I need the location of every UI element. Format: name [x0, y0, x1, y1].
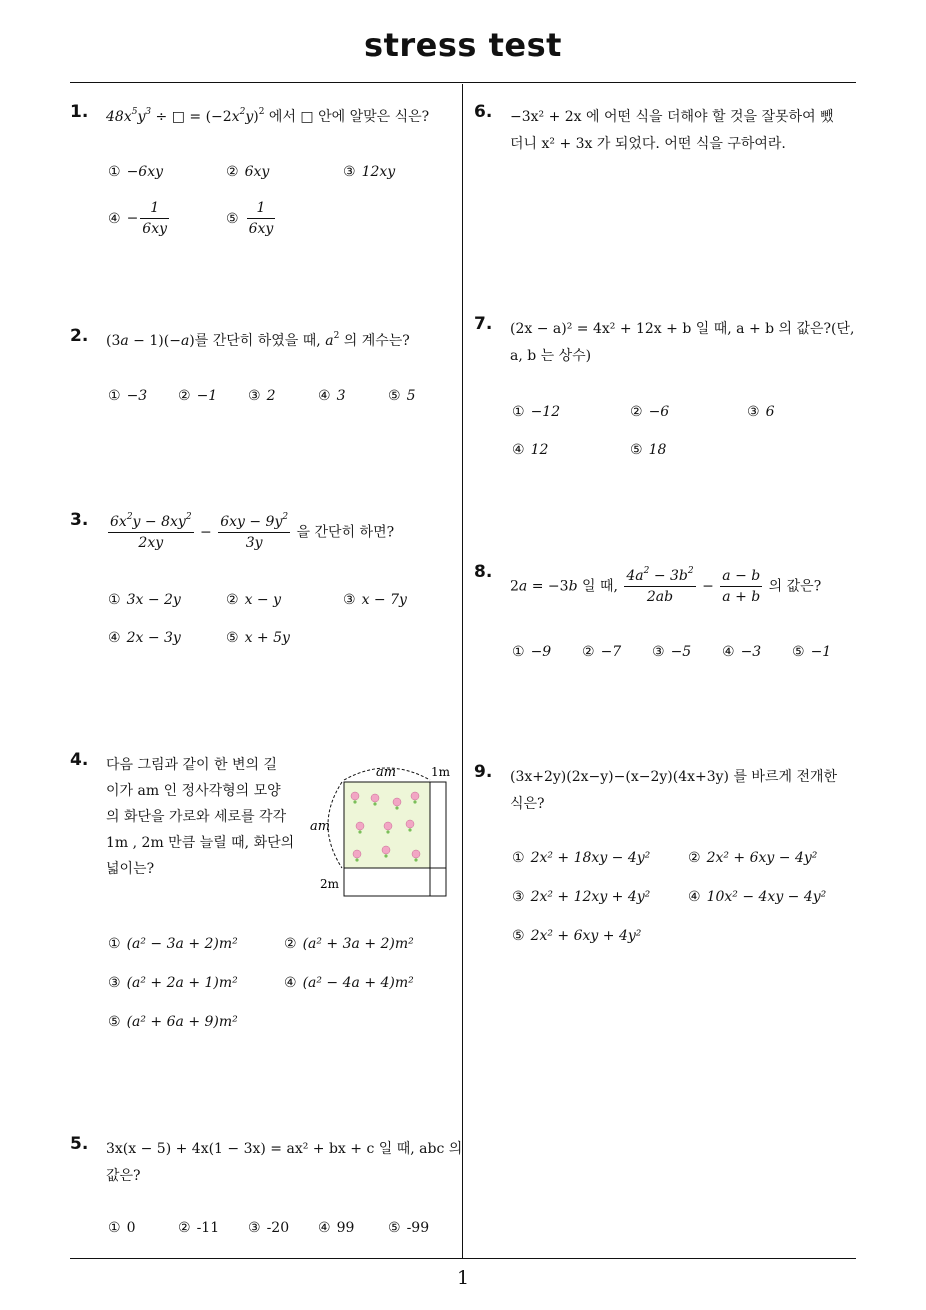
option-4[interactable]: ④ 12 [512, 442, 549, 458]
option-3[interactable]: ③ 2x² + 12xy + 4y² [512, 889, 651, 905]
option-1[interactable]: ① −12 [512, 404, 561, 420]
option-5[interactable]: ⑤ x + 5y [226, 630, 290, 646]
option-4[interactable]: ④ (a² − 4a + 4)m² [284, 975, 414, 991]
option-3[interactable]: ③ 6 [747, 404, 775, 420]
question-number: 8. [474, 562, 493, 582]
question-number: 2. [70, 326, 89, 346]
option-2[interactable]: ② 6xy [226, 164, 270, 180]
option-1[interactable]: ① −9 [512, 644, 552, 660]
question-number: 1. [70, 102, 89, 122]
page-title: stress test [364, 26, 562, 64]
option-3[interactable]: ③ -20 [248, 1220, 290, 1236]
question-number: 6. [474, 102, 493, 122]
option-3[interactable]: ③ 2 [248, 388, 276, 404]
option-4[interactable]: ④ 10x² − 4xy − 4y² [688, 889, 827, 905]
page-number: 1 [456, 1267, 470, 1289]
option-2[interactable]: ② −7 [582, 644, 622, 660]
option-2[interactable]: ② -11 [178, 1220, 220, 1236]
option-1[interactable]: ① 3x − 2y [108, 592, 181, 608]
option-1[interactable]: ① −6xy [108, 164, 164, 180]
option-1[interactable]: ① −3 [108, 388, 148, 404]
option-4[interactable]: ④ 2x − 3y [108, 630, 181, 646]
garden-figure [310, 758, 460, 904]
option-3[interactable]: ③ 12xy [343, 164, 396, 180]
option-1[interactable]: ① 2x² + 18xy − 4y² [512, 850, 651, 866]
bottom-rule [70, 1258, 856, 1259]
figure-label-bottom: 2m [320, 877, 340, 891]
question-text: 2a = −3b 일 때, $\frac{4a^2 - 3b^2}{2ab}$ − $\frac{a - b}{a + b}$ 의 값은? [510, 566, 822, 605]
option-2[interactable]: ② 2x² + 6xy − 4y² [688, 850, 818, 866]
option-5[interactable]: ⑤ 2x² + 6xy + 4y² [512, 928, 642, 944]
option-3[interactable]: ③ −5 [652, 644, 692, 660]
question-text: 다음 그림과 같이 한 변의 길 이가 am 인 정사각형의 모양 의 화단을 가로와 세로를 각각 1m , 2m 만큼 늘릴 때, 화단의 넓이는? [106, 757, 295, 877]
option-2[interactable]: ② −1 [178, 388, 218, 404]
option-5[interactable]: ⑤ $\frac{1}{6xy}$ [226, 200, 274, 237]
option-4[interactable]: ④ 3 [318, 388, 346, 404]
option-5[interactable]: ⑤ 5 [388, 388, 416, 404]
top-rule [70, 82, 856, 83]
option-3[interactable]: ③ x − 7y [343, 592, 407, 608]
column-divider [462, 84, 463, 1259]
option-4[interactable]: ④ − $\frac{1}{6xy}$ [108, 200, 168, 237]
question-text: (3a − 1)(−a)를 간단히 하였을 때, $a^2$ 의 계수는? [106, 331, 410, 349]
question-number: 5. [70, 1134, 89, 1154]
option-1[interactable]: ① 0 [108, 1220, 136, 1236]
option-5[interactable]: ⑤ -99 [388, 1220, 430, 1236]
question-text: −3x² + 2x 에 어떤 식을 더해야 할 것을 잘못하여 뺐 더니 x² + 3x 가 되었다. 어떤 식을 구하여라. [510, 109, 834, 152]
question-text: (3x+2y)(2x−y)−(x−2y)(4x+3y) 를 바르게 전개한 식은? [510, 769, 838, 812]
option-5[interactable]: ⑤ −1 [792, 644, 832, 660]
option-4[interactable]: ④ 99 [318, 1220, 355, 1236]
question-number: 7. [474, 314, 493, 334]
option-2[interactable]: ② x − y [226, 592, 281, 608]
option-2[interactable]: ② −6 [630, 404, 670, 420]
option-5[interactable]: ⑤ 18 [630, 442, 667, 458]
option-4[interactable]: ④ −3 [722, 644, 762, 660]
option-2[interactable]: ② (a² + 3a + 2)m² [284, 936, 414, 952]
question-number: 4. [70, 750, 89, 770]
option-3[interactable]: ③ (a² + 2a + 1)m² [108, 975, 238, 991]
figure-label-right: 1m [431, 765, 451, 779]
option-1[interactable]: ① (a² − 3a + 2)m² [108, 936, 238, 952]
question-text: $\frac{6x^2y - 8xy^2}{2xy}$ − $\frac{6xy - 9y^2}{3y}$ 을 간단히 하면? [110, 512, 395, 551]
question-text: (2x − a)² = 4x² + 12x + b 일 때, a + b 의 값은?(단, a, b 는 상수) [510, 321, 855, 364]
option-5[interactable]: ⑤ (a² + 6a + 9)m² [108, 1014, 238, 1030]
question-text: $48x^5y^3$ ÷ □ = $(-2x^2y)^2$ 에서 □ 안에 알맞은 식은? [106, 107, 430, 125]
question-text: 3x(x − 5) + 4x(1 − 3x) = ax² + bx + c 일 때, abc 의 값은? [106, 1141, 463, 1184]
question-number: 9. [474, 762, 493, 782]
question-number: 3. [70, 510, 89, 530]
figure-label-side: am [310, 819, 331, 834]
figure-label-top: am [376, 765, 397, 780]
